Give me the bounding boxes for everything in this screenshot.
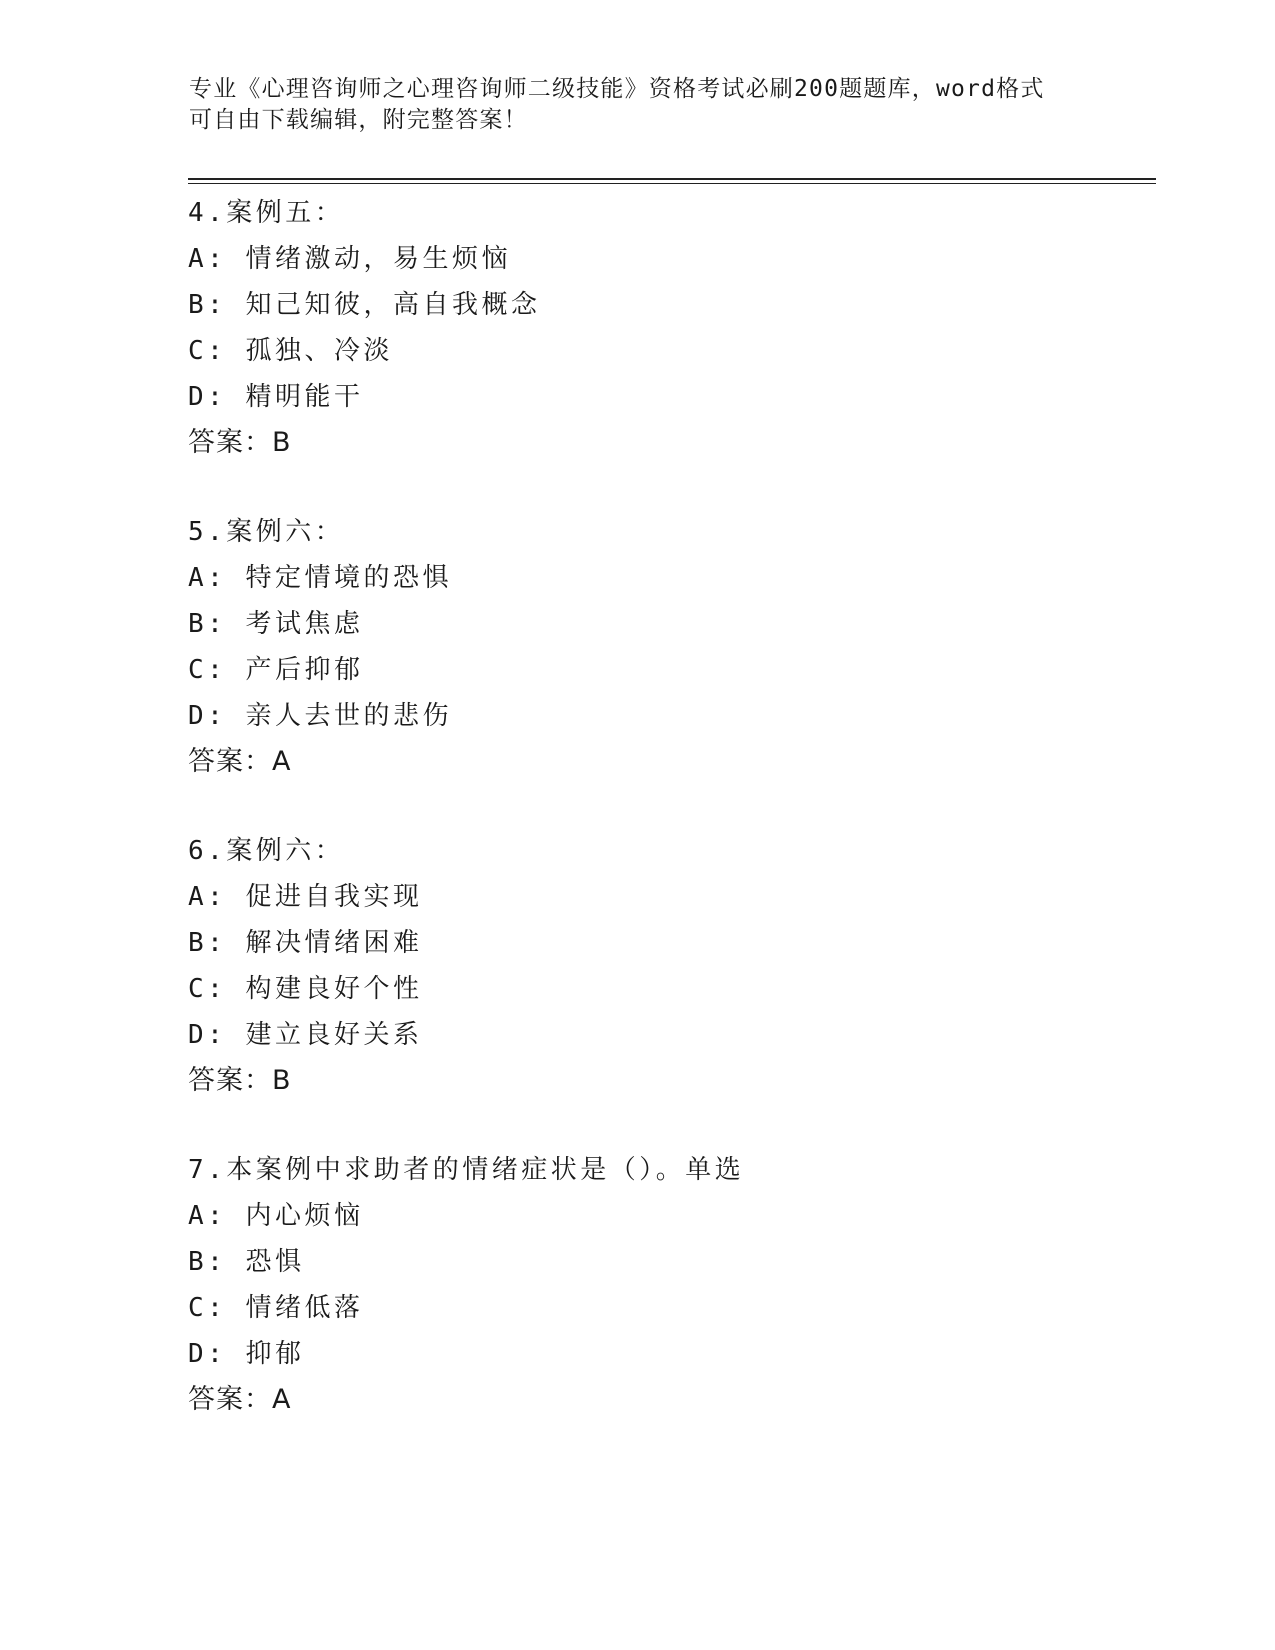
option-c: C: 产后抑郁	[188, 655, 364, 685]
question-5	[188, 509, 1148, 785]
question-6	[188, 828, 1148, 1104]
question-7	[188, 1147, 1148, 1423]
option-d: D: 精明能干	[188, 382, 364, 412]
option-b: B: 知己知彼，高自我概念	[188, 290, 541, 320]
option-b: B: 恐惧	[188, 1247, 305, 1277]
answer-line: 答案：A	[188, 746, 292, 777]
document-header	[189, 74, 1089, 136]
option-b: B: 解决情绪困难	[188, 928, 423, 958]
header-line-2: 可自由下载编辑，附完整答案！	[189, 107, 528, 133]
question-title: 6.案例六：	[188, 836, 345, 866]
option-a: A: 特定情境的恐惧	[188, 563, 452, 593]
option-d: D: 亲人去世的悲伤	[188, 701, 452, 731]
option-a: A: 内心烦恼	[188, 1201, 364, 1231]
option-a: A: 促进自我实现	[188, 882, 423, 912]
option-a: A: 情绪激动，易生烦恼	[188, 244, 511, 274]
option-d: D: 建立良好关系	[188, 1020, 423, 1050]
question-title: 5.案例六：	[188, 517, 345, 547]
answer-line: 答案：B	[188, 427, 292, 458]
question-title: 4.案例五：	[188, 198, 345, 228]
option-c: C: 孤独、冷淡	[188, 336, 393, 366]
header-line-1: 专业《心理咨询师之心理咨询师二级技能》资格考试必刷200题题库，word格式	[189, 76, 1045, 102]
question-list	[188, 190, 1148, 1466]
answer-line: 答案：B	[188, 1065, 292, 1096]
option-d: D: 抑郁	[188, 1339, 305, 1369]
answer-line: 答案：A	[188, 1384, 292, 1415]
question-title: 7.本案例中求助者的情绪症状是（）。单选	[188, 1155, 745, 1185]
option-b: B: 考试焦虑	[188, 609, 364, 639]
option-c: C: 构建良好个性	[188, 974, 423, 1004]
question-4	[188, 190, 1148, 466]
header-divider-thin	[188, 183, 1156, 184]
header-divider-thick	[188, 178, 1156, 180]
option-c: C: 情绪低落	[188, 1293, 364, 1323]
